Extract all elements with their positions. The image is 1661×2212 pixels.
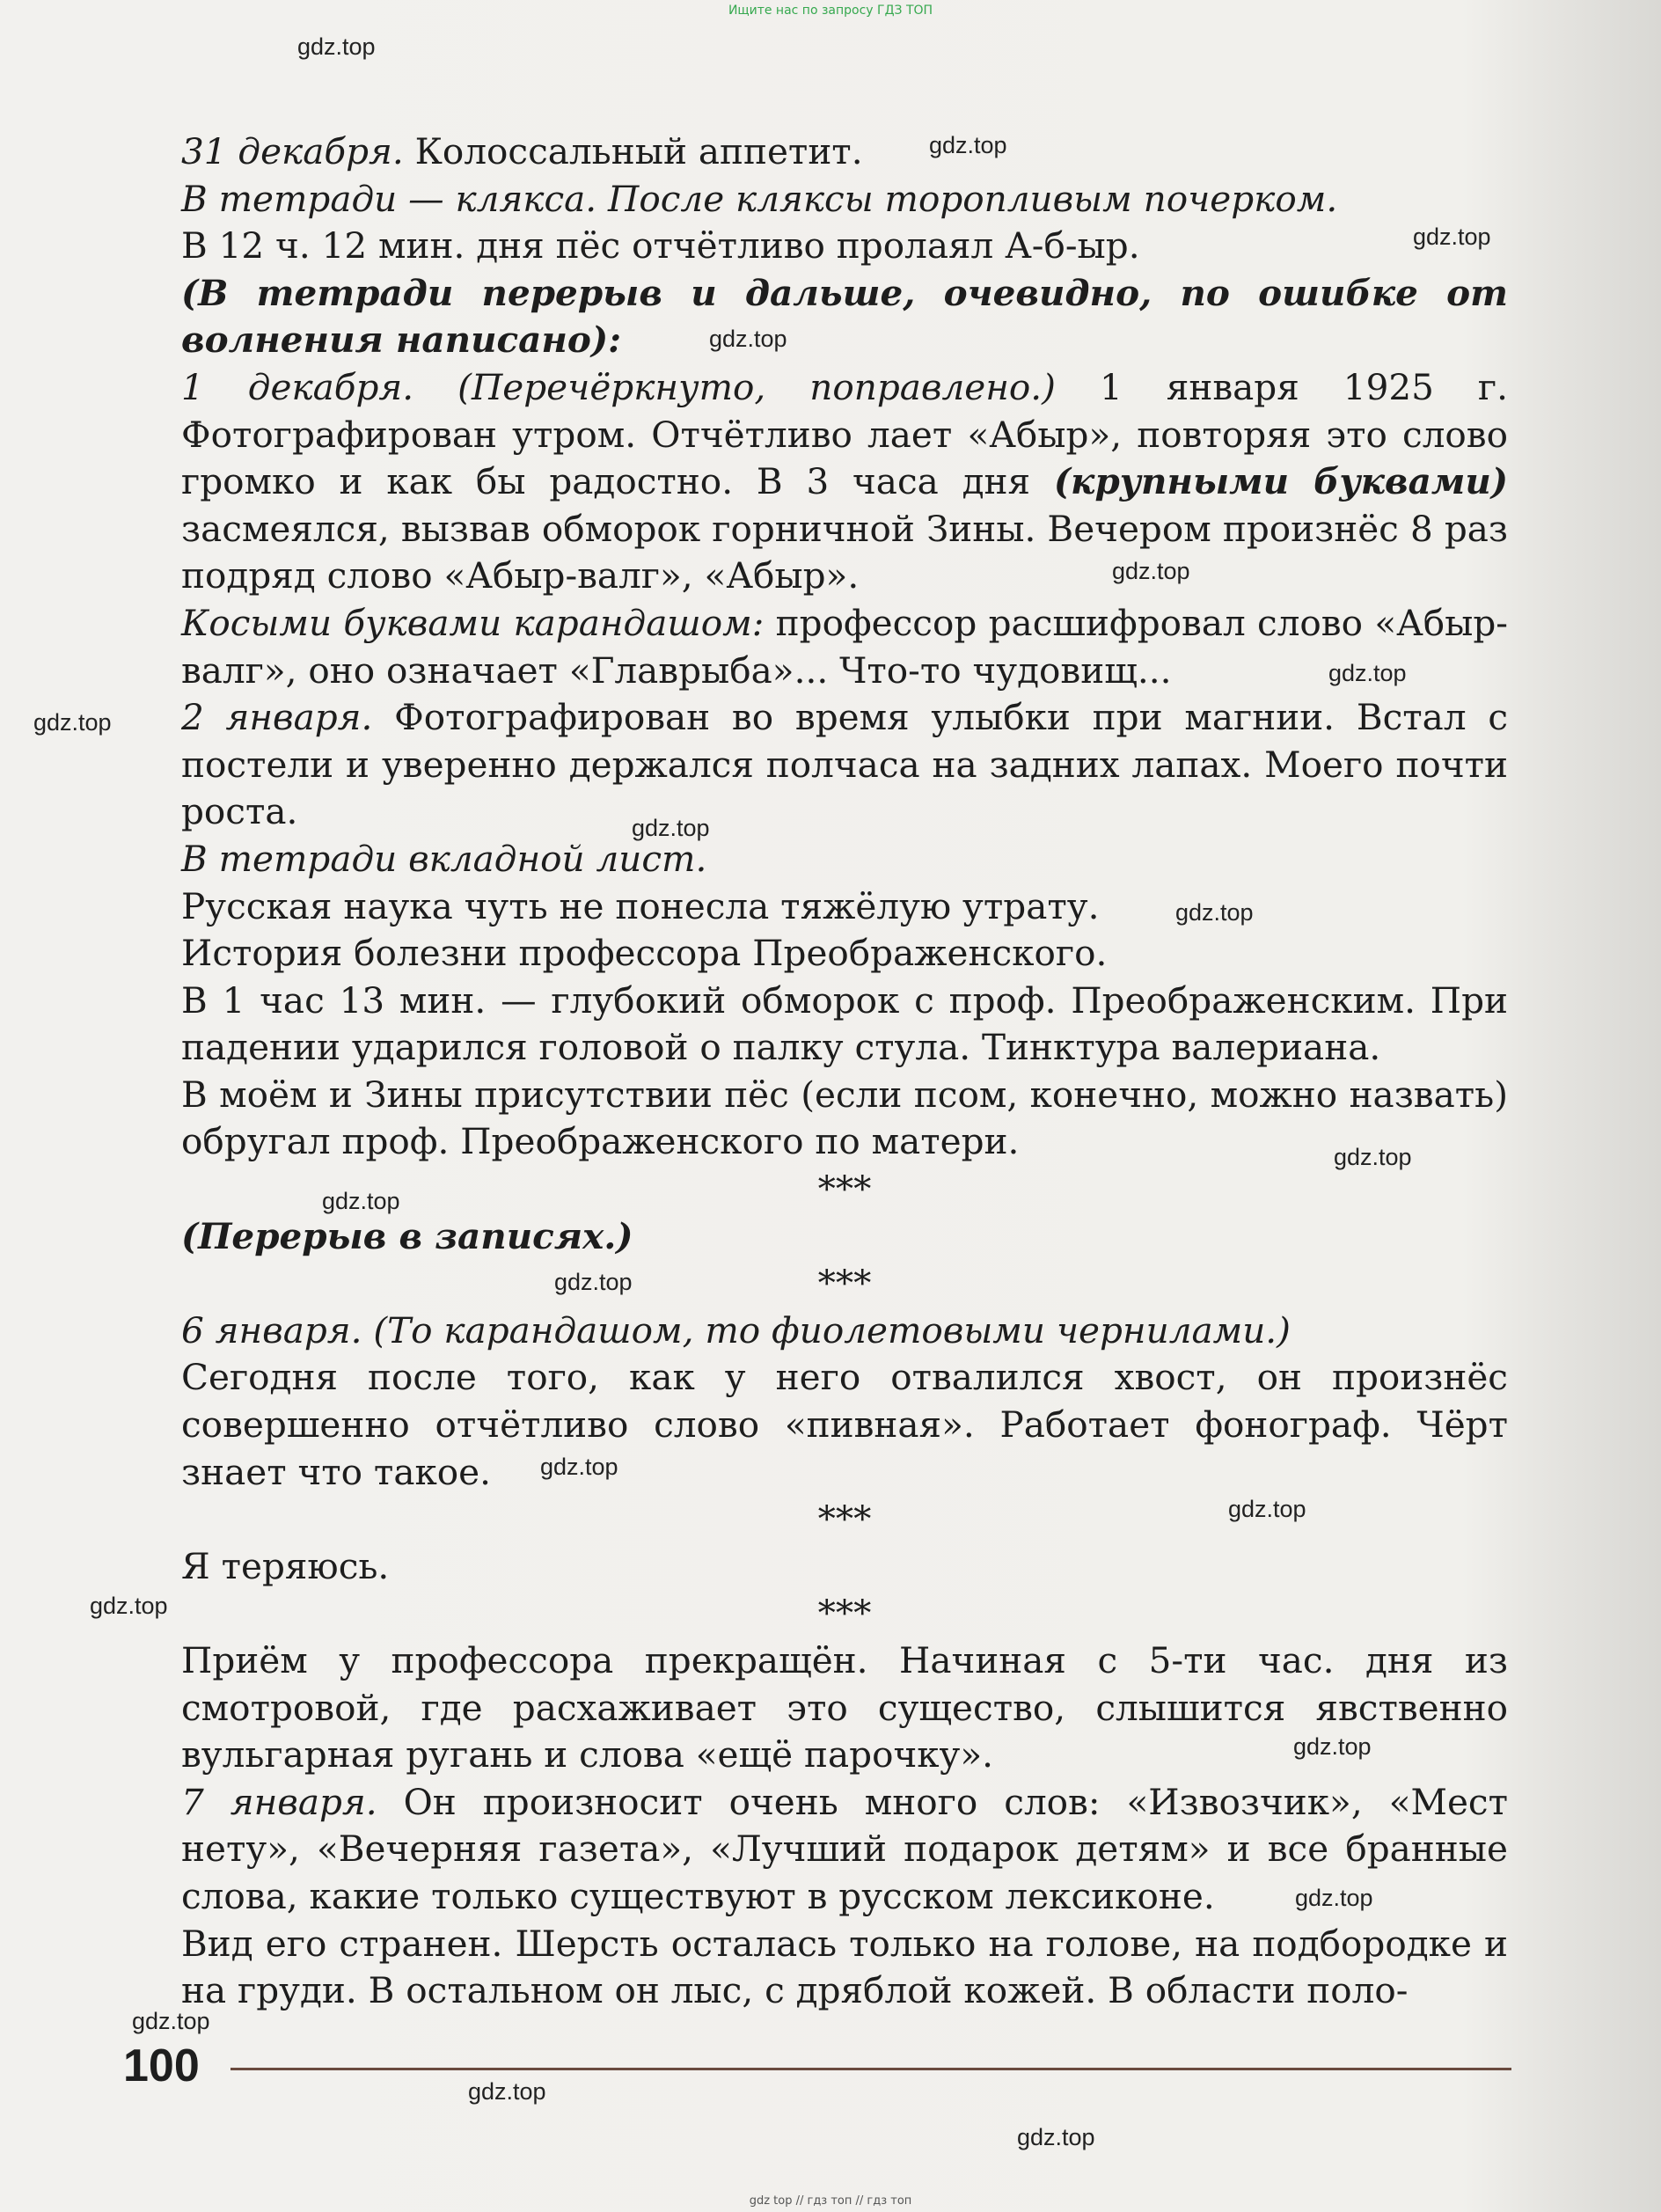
entry-date: 2 января. (181, 696, 373, 739)
paragraph: В тетради — клякса. После кляксы торопливым почерком. (181, 177, 1338, 220)
paragraph (181, 364, 1508, 600)
page-number: 100 (123, 2040, 200, 2091)
entry-text: профессор расшифровал слово «Абыр-валг», оно означает «Главрыба»... Что-то чудовищ... (181, 601, 1508, 692)
entry-text: засмеялся, вызвав обморок горничной Зины. Вечером произнёс 8 раз подряд слово «Абыр-валг», «Абыр». (181, 507, 1508, 597)
paragraph: В тетради вкладной лист. (181, 837, 707, 880)
watermark: gdz.top (90, 1593, 168, 1619)
watermark: gdz.top (632, 815, 710, 841)
section-separator: *** (817, 1168, 872, 1211)
entry-date: 31 декабря. (181, 130, 404, 172)
entry-date: 1 декабря. (Перечёркнуто, поправлено.) (181, 365, 1056, 408)
paragraph (181, 694, 1508, 836)
entry-note: Косыми буквами карандашом: (181, 601, 765, 644)
paragraph: (В тетради перерыв и дальше, очевидно, по ошибке от волнения написано): (181, 271, 1508, 362)
section-separator: *** (817, 1498, 872, 1541)
paragraph: В 12 ч. 12 мин. дня пёс отчётливо пролаял А-б-ыр. (181, 224, 1140, 267)
paragraph: Сегодня после того, как у него отвалился хвост, он произнёс совершенно отчётливо слово «пивная». Работает фонограф. Чёрт знает что такое. (181, 1356, 1508, 1493)
watermark: gdz.top (132, 2008, 210, 2034)
watermark: gdz.top (929, 132, 1007, 158)
footer-rule (230, 2068, 1511, 2070)
entry-date: 7 января. (181, 1780, 377, 1823)
entry-note: (крупными буквами) (1053, 460, 1508, 503)
watermark: gdz.top (1293, 1733, 1372, 1760)
watermark: gdz.top (1328, 660, 1407, 686)
entry-text: Колоссальный аппетит. (403, 130, 863, 172)
watermark: gdz.top (1413, 223, 1491, 250)
paragraph: Русская наука чуть не понесла тяжёлую утрату. (181, 884, 1100, 927)
entry-text: 1 января 1925 г. Фотографирован утром. Отчётливо лает «Абыр», повторяя это слово громко и как бы радостно. В 3 часа дня (181, 365, 1508, 503)
watermark: gdz.top (468, 2078, 546, 2105)
footer-note: gdz top // гдз топ // гдз топ (749, 2194, 912, 2208)
paragraph: В 1 час 13 мин. — глубокий обморок с проф. Преображенским. При падении ударился головой о палку стула. Тинктура валериана. (181, 978, 1508, 1069)
entry-text: Он произносит очень много слов: «Извозчик», «Мест нету», «Вечерняя газета», «Лучший подарок детям» и все бранные слова, какие только существуют в русском лексиконе. (181, 1780, 1508, 1917)
watermark: gdz.top (709, 326, 787, 352)
paragraph: В моём и Зины присутствии пёс (если псом, конечно, можно назвать) обругал проф. Преображенского по матери. (181, 1073, 1508, 1163)
paragraph (181, 600, 1508, 694)
watermark: gdz.top (33, 709, 112, 736)
section-separator: *** (817, 1262, 872, 1305)
paragraph: 6 января. (То карандашом, то фиолетовыми чернилами.) (181, 1308, 1291, 1351)
paragraph (181, 128, 1508, 176)
watermark: gdz.top (1112, 558, 1190, 584)
paragraph: (Перерыв в записях.) (181, 1214, 633, 1257)
entry-text: Фотографирован во время улыбки при магнии. Встал с постели и уверенно держался полчаса на задних лапах. Моего почти роста. (181, 696, 1509, 833)
paragraph: История болезни профессора Преображенского. (181, 932, 1108, 975)
watermark: gdz.top (1228, 1496, 1306, 1522)
paragraph: Приём у профессора прекращён. Начиная с 5-ти час. дня из смотровой, где расхаживает это существо, слышится явственно вульгарная ругань и слова «ещё парочку». (181, 1639, 1508, 1776)
section-separator: *** (817, 1592, 872, 1635)
watermark: gdz.top (1175, 899, 1254, 926)
page-body-text (181, 128, 1508, 2015)
paragraph: Вид его странен. Шерсть осталась только на голове, на подбородке и на груди. В остальном он лыс, с дряблой кожей. В области поло- (181, 1922, 1508, 2012)
header-note: Ищите нас по запросу ГДЗ ТОП (728, 4, 933, 18)
watermark: gdz.top (322, 1188, 400, 1214)
watermark: gdz.top (1017, 2124, 1095, 2150)
watermark: gdz.top (554, 1269, 633, 1295)
watermark: gdz.top (1334, 1144, 1412, 1170)
watermark: gdz.top (297, 33, 376, 60)
watermark: gdz.top (1295, 1885, 1373, 1911)
paragraph: Я теряюсь. (181, 1544, 390, 1587)
watermark: gdz.top (540, 1454, 618, 1480)
